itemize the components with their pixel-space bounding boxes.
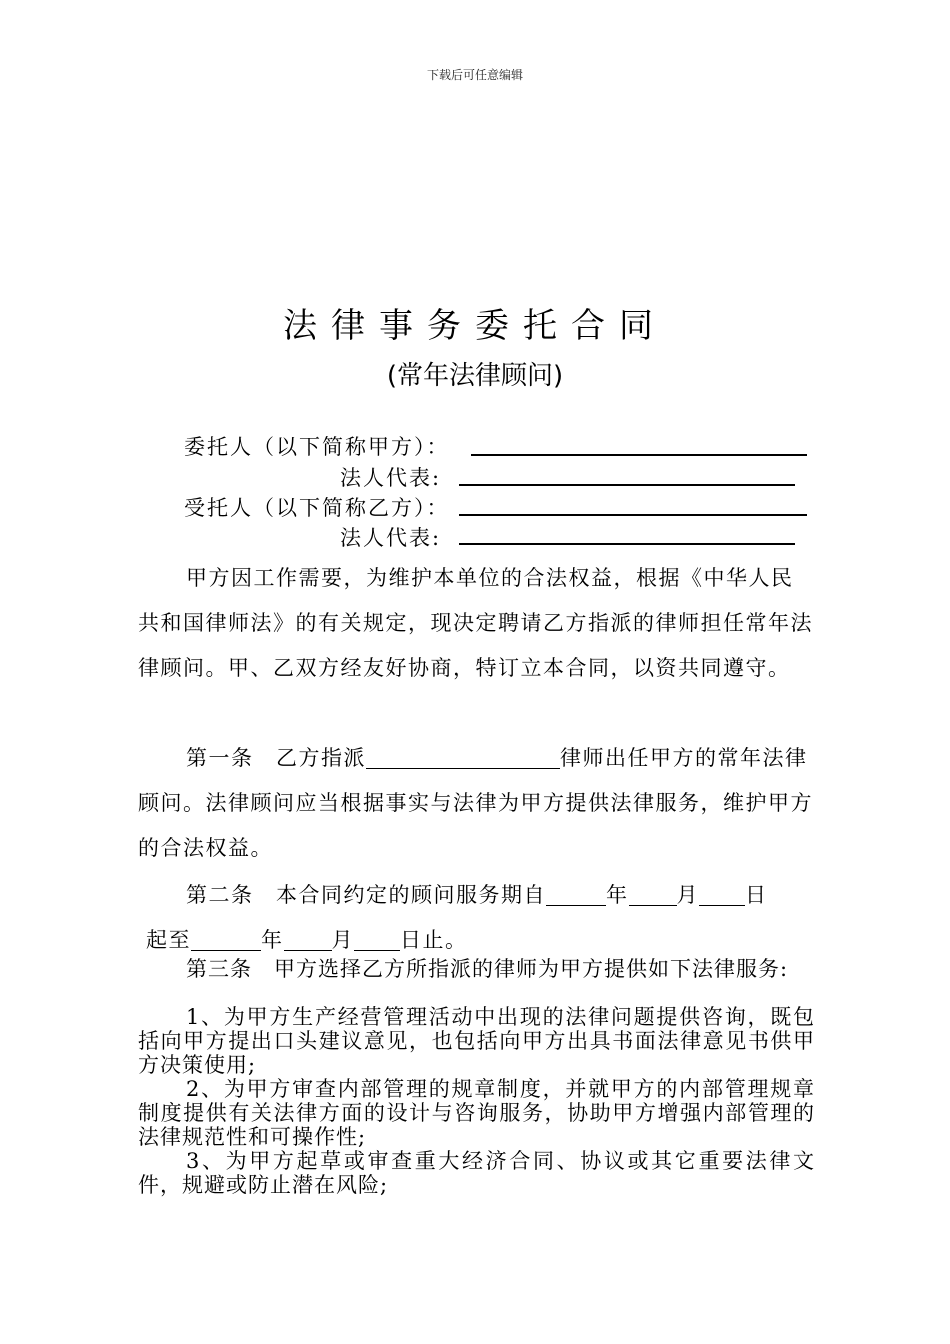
end-year-blank (191, 926, 261, 951)
contract-subtitle: (常年法律顾问) (386, 361, 564, 391)
agent-name-line (459, 514, 807, 516)
article-2-until: 起至 (146, 928, 191, 952)
start-month-label: 月 (676, 883, 699, 907)
start-day-label: 日 (745, 883, 768, 907)
service-item-2: 2、为甲方审查内部管理的规章制度，并就甲方的内部管理规章制度提供有关法律方面的设计与咨询服务，协助甲方增强内部管理的法律规范性和可操作性; (138, 1077, 815, 1149)
start-month-blank (629, 881, 677, 906)
article-2-prefix: 第二条 本合同约定的顾问服务期自 (186, 883, 546, 907)
end-year-label: 年 (261, 928, 284, 952)
agent-rep-label: 法人代表: (340, 526, 442, 550)
client-rep-label: 法人代表: (340, 466, 442, 490)
article-1 (138, 736, 815, 871)
service-item-3: 3、为甲方起草或审查重大经济合同、协议或其它重要法律文件，规避或防止潜在风险; (138, 1149, 815, 1197)
end-day-blank (354, 926, 400, 951)
client-label: 委托人（以下简称甲方）： (184, 435, 450, 459)
intro-paragraph: 甲方因工作需要，为维护本单位的合法权益，根据《中华人民共和国律师法》的有关规定，现决定聘请乙方指派的律师担任常年法律顾问。甲、乙双方经友好协商，特订立本合同，以资共同遵守。 (138, 566, 813, 680)
article-1-suffix: 律师出任甲方的常年法律顾问。法律顾问应当根据事实与法律为甲方提供法律服务，维护甲方的合法权益。 (138, 746, 813, 860)
agent-label: 受托人（以下简称乙方）： (184, 496, 450, 520)
end-day-label: 日止。 (400, 928, 468, 952)
client-rep-line (459, 484, 795, 486)
lawyer-name-blank (366, 744, 560, 769)
start-year-blank (546, 881, 606, 906)
article-2-line-2 (146, 924, 823, 954)
client-name-line (471, 454, 807, 456)
article-1-prefix: 第一条 乙方指派 (186, 746, 366, 770)
start-day-blank (699, 881, 745, 906)
end-month-blank (284, 926, 332, 951)
start-year-label: 年 (606, 883, 629, 907)
article-2-line-1 (138, 879, 815, 909)
contract-title: 法律事务委托合同 (283, 306, 667, 346)
end-month-label: 月 (331, 928, 354, 952)
article-3-intro: 第三条 甲方选择乙方所指派的律师为甲方提供如下法律服务: (186, 957, 789, 981)
download-note: 下载后可任意编辑 (426, 68, 523, 82)
agent-rep-line (459, 543, 795, 545)
service-item-1: 1、为甲方生产经营管理活动中出现的法律问题提供咨询，既包括向甲方提出口头建议意见，也包括向甲方出具书面法律意见书供甲方决策使用; (138, 1005, 815, 1077)
